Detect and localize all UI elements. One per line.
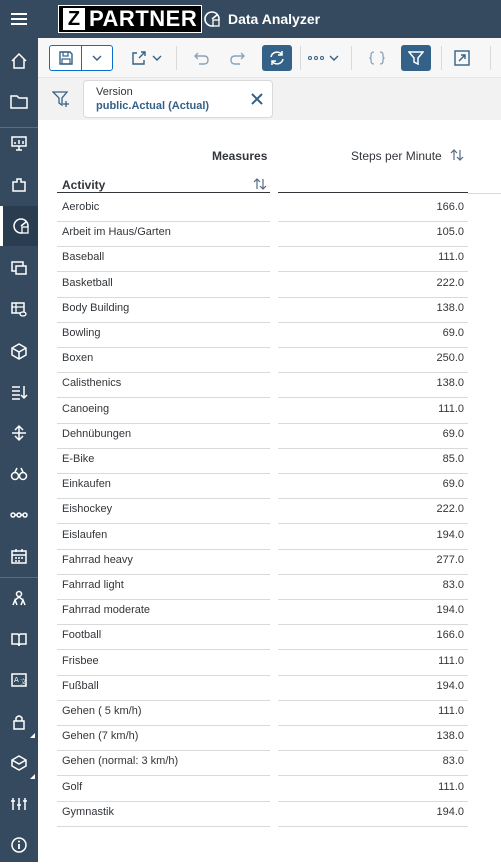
value-cell[interactable]: 138.0 xyxy=(436,301,464,314)
activity-cell[interactable]: Baseball xyxy=(62,251,105,264)
user-hierarchy-icon xyxy=(10,589,28,607)
table-row[interactable] xyxy=(38,651,501,676)
logo-text: PARTNER xyxy=(89,6,198,31)
value-cell[interactable]: 222.0 xyxy=(436,503,464,516)
table-row[interactable] xyxy=(38,499,501,524)
logo-letter: Z xyxy=(63,8,85,30)
activity-cell[interactable]: Fahrrad heavy xyxy=(62,553,133,566)
shell-header xyxy=(0,0,501,38)
save-button[interactable] xyxy=(50,46,82,70)
presentation-icon xyxy=(10,134,28,152)
filter-button[interactable] xyxy=(401,45,431,71)
puzzle-icon xyxy=(10,176,28,194)
folder-icon xyxy=(10,93,28,109)
connection-icon xyxy=(10,506,28,524)
table-row[interactable] xyxy=(38,247,501,272)
value-cell[interactable]: 69.0 xyxy=(442,327,464,339)
table-row[interactable] xyxy=(38,525,501,550)
activity-cell[interactable]: Aerobic xyxy=(62,201,100,213)
share-button[interactable] xyxy=(126,45,166,71)
network-icon xyxy=(10,424,28,442)
value-cell[interactable]: 250.0 xyxy=(436,352,464,365)
table-row[interactable] xyxy=(38,298,501,323)
table-row[interactable] xyxy=(38,449,501,474)
measures-header: Measures xyxy=(212,149,268,163)
nav-tables[interactable] xyxy=(0,372,38,412)
nav-home[interactable] xyxy=(0,41,38,81)
activity-cell[interactable]: Eishockey xyxy=(62,503,113,516)
table-row[interactable] xyxy=(38,424,501,449)
value-cell[interactable]: 85.0 xyxy=(442,453,464,465)
data-analyzer-icon xyxy=(12,217,30,235)
table-row[interactable] xyxy=(38,726,501,751)
formula-icon xyxy=(369,51,385,65)
table-row[interactable] xyxy=(38,474,501,499)
value-cell[interactable]: 111.0 xyxy=(438,780,464,793)
activity-cell[interactable]: Football xyxy=(62,629,102,642)
value-cell[interactable]: 194.0 xyxy=(436,805,464,818)
table-row[interactable] xyxy=(38,600,501,625)
share-icon xyxy=(131,50,147,66)
more-button[interactable] xyxy=(304,45,342,71)
lock-icon xyxy=(10,713,28,731)
save-dropdown-button[interactable] xyxy=(82,46,112,70)
side-navigation xyxy=(0,38,38,862)
nav-stories[interactable] xyxy=(0,123,38,163)
nav-connections[interactable] xyxy=(0,495,38,535)
sort-icon[interactable] xyxy=(450,148,464,162)
value-cell[interactable]: 277.0 xyxy=(436,553,464,566)
home-icon xyxy=(10,52,28,70)
nav-translation[interactable] xyxy=(0,660,38,700)
activity-cell[interactable]: E-Bike xyxy=(62,453,95,465)
info-icon xyxy=(10,836,28,854)
close-icon[interactable] xyxy=(250,92,264,106)
app-title: Data Analyzer xyxy=(228,11,321,27)
value-cell[interactable]: 222.0 xyxy=(436,276,464,289)
nav-explorer[interactable] xyxy=(0,454,38,494)
save-icon xyxy=(59,51,73,65)
nav-security[interactable] xyxy=(0,578,38,618)
sort-icon[interactable] xyxy=(253,177,267,191)
activity-cell[interactable]: Gehen (normal: 3 km/h) xyxy=(62,755,179,768)
table-row[interactable] xyxy=(38,373,501,398)
table-row[interactable] xyxy=(38,676,501,701)
value-cell[interactable]: 111.0 xyxy=(438,251,464,264)
deploy-icon xyxy=(10,754,28,772)
activity-cell[interactable]: Frisbee xyxy=(62,654,99,667)
open-external-button[interactable] xyxy=(449,45,475,71)
table-row[interactable] xyxy=(38,751,501,776)
table-row[interactable] xyxy=(38,550,501,575)
nav-datasets[interactable] xyxy=(0,289,38,329)
filter-value: public.Actual (Actual) xyxy=(96,100,210,112)
more-icon xyxy=(308,56,324,60)
filter-icon xyxy=(408,50,424,66)
table-row[interactable] xyxy=(38,323,501,348)
activity-cell[interactable]: Basketball xyxy=(62,276,113,289)
cube-icon xyxy=(10,342,28,360)
value-cell[interactable]: 83.0 xyxy=(442,579,464,591)
undo-icon xyxy=(193,51,209,65)
book-icon xyxy=(10,630,28,648)
nav-data-actions[interactable] xyxy=(0,413,38,453)
nav-deployment[interactable] xyxy=(0,743,38,783)
nav-models[interactable] xyxy=(0,331,38,371)
value-cell[interactable]: 138.0 xyxy=(436,377,464,390)
steps-per-minute-header[interactable]: Steps per Minute xyxy=(351,149,442,163)
table-row[interactable] xyxy=(38,197,501,222)
activity-header[interactable]: Activity xyxy=(62,178,106,192)
save-split-button[interactable] xyxy=(49,45,113,71)
value-cell[interactable]: 111.0 xyxy=(438,402,464,415)
undo-button[interactable] xyxy=(188,45,214,71)
activity-cell[interactable]: Dehnübungen xyxy=(62,427,132,440)
svg-text:文: 文 xyxy=(20,678,27,686)
activity-cell[interactable]: Fahrrad moderate xyxy=(62,604,151,617)
activity-cell[interactable]: Bowling xyxy=(62,327,101,339)
svg-text:A: A xyxy=(14,676,19,684)
nav-data-analyzer[interactable] xyxy=(0,206,38,246)
toolbar xyxy=(38,38,501,78)
chevron-down-icon xyxy=(152,55,162,61)
table-row[interactable] xyxy=(38,273,501,298)
value-cell[interactable]: 138.0 xyxy=(436,730,464,743)
formula-button[interactable] xyxy=(364,45,390,71)
data-grid xyxy=(38,120,501,862)
activity-cell[interactable]: Gehen ( 5 km/h) xyxy=(62,705,142,717)
story-icon xyxy=(10,259,28,277)
activity-cell[interactable]: Fahrrad light xyxy=(62,579,124,591)
activity-cell[interactable]: Einkaufen xyxy=(62,478,111,491)
menu-button[interactable] xyxy=(0,0,38,38)
value-cell[interactable]: 69.0 xyxy=(442,427,464,440)
value-cell[interactable]: 111.0 xyxy=(438,654,464,667)
value-cell[interactable]: 166.0 xyxy=(436,201,464,213)
open-external-icon xyxy=(454,50,470,66)
activity-cell[interactable]: Gymnastik xyxy=(62,805,114,818)
activity-cell[interactable]: Eislaufen xyxy=(62,528,108,541)
table-row[interactable] xyxy=(38,222,501,247)
refresh-icon xyxy=(269,50,285,66)
chevron-down-icon xyxy=(329,55,339,61)
add-filter-icon[interactable] xyxy=(52,90,70,108)
sort-list-icon xyxy=(10,383,28,401)
nav-monitor[interactable] xyxy=(0,784,38,824)
table-row[interactable] xyxy=(38,777,501,802)
value-cell[interactable]: 83.0 xyxy=(442,755,464,768)
activity-cell[interactable]: Golf xyxy=(62,780,83,793)
hamburger-icon xyxy=(11,12,27,26)
activity-cell[interactable]: Arbeit im Haus/Garten xyxy=(62,226,171,239)
chevron-down-icon xyxy=(92,55,102,61)
activity-cell[interactable]: Canoeing xyxy=(62,402,110,415)
value-cell[interactable]: 194.0 xyxy=(436,528,464,541)
table-row[interactable] xyxy=(38,348,501,373)
activity-cell[interactable]: Gehen (7 km/h) xyxy=(62,730,139,743)
value-cell[interactable]: 111.0 xyxy=(438,705,464,717)
value-cell[interactable]: 194.0 xyxy=(436,679,464,692)
table-row[interactable] xyxy=(38,625,501,650)
activity-cell[interactable]: Body Building xyxy=(62,301,130,314)
dashboard-icon xyxy=(10,795,28,813)
activity-cell[interactable]: Boxen xyxy=(62,352,94,365)
table-row[interactable] xyxy=(38,802,501,827)
nav-content-network[interactable] xyxy=(0,619,38,659)
data-analyzer-icon xyxy=(203,10,221,28)
redo-icon xyxy=(230,51,246,65)
nav-info[interactable] xyxy=(0,825,38,865)
value-cell[interactable]: 166.0 xyxy=(436,629,464,642)
binoculars-icon xyxy=(10,465,28,483)
filter-label: Version xyxy=(96,86,133,98)
activity-cell[interactable]: Calisthenics xyxy=(62,377,122,390)
activity-cell[interactable]: Fußball xyxy=(62,679,99,692)
nav-calendar[interactable] xyxy=(0,536,38,576)
value-cell[interactable]: 105.0 xyxy=(436,226,464,239)
nav-analytic-apps[interactable] xyxy=(0,165,38,205)
value-cell[interactable]: 69.0 xyxy=(442,478,464,491)
nav-lock[interactable] xyxy=(0,702,38,742)
nav-digital-boardroom[interactable] xyxy=(0,248,38,288)
calendar-icon xyxy=(10,547,28,565)
redo-button[interactable] xyxy=(225,45,251,71)
version-filter-chip[interactable] xyxy=(83,80,273,118)
table-row[interactable] xyxy=(38,701,501,726)
nav-files[interactable] xyxy=(0,81,38,121)
refresh-button[interactable] xyxy=(262,45,292,71)
filter-bar xyxy=(38,78,501,120)
table-row[interactable] xyxy=(38,399,501,424)
table-icon xyxy=(10,300,28,318)
company-logo[interactable] xyxy=(58,5,202,33)
translate-icon xyxy=(10,671,28,689)
table-row[interactable] xyxy=(38,575,501,600)
value-cell[interactable]: 194.0 xyxy=(436,604,464,617)
